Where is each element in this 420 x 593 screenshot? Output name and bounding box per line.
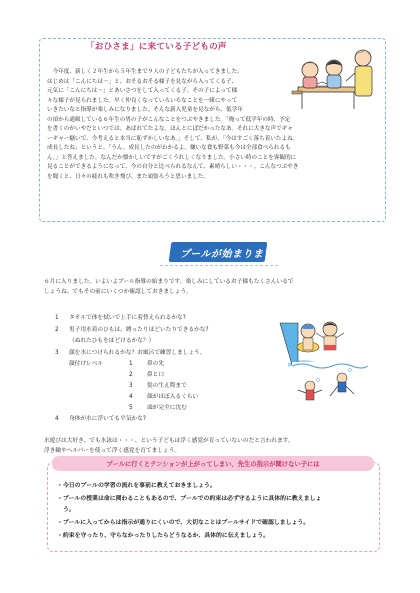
level-item: 2 鼻と口 xyxy=(129,372,165,378)
level-item: 1 鼻の先 xyxy=(129,361,165,367)
checklist-item-note: （ぬれたひもをほどけるかな？） xyxy=(69,338,155,344)
tip-item: ・プールの授業は命に関わることもあるので、プールでの約束は必ず守るように具体的に教えましょ xyxy=(57,496,322,502)
tip-item: ・約束を守ったり、守らなかったりしたらどうなるか、具体的に伝えましょう。 xyxy=(57,533,270,539)
checklist-item: 4 身体が水に浮いても平気かな? xyxy=(55,416,146,422)
pool-banner xyxy=(170,240,280,268)
tip-item: ・プールに入ってからは指示が通りにくいので、大切なことはプールサイドで確認しましょう。 xyxy=(57,520,310,526)
voices-paragraph: 今年度、新しく２年生から５年生まで９人の子どもたちが入ってきました。 はじめは「こんにちは〜」と、おそるおそる様子を見ながら入ってくる子、 元気に「こんにちは〜」とあいさつをして入ってくる子、その子によって様 々な様子が見られました。早く仲良くなっていろいろなことを一緒にやって いきたいなと指導が楽しみになりました。そんな新入児童を見ながら、低学年 の頃から通級している６年生の男の子がこんなことをつぶやきました。「俺って低学年の時、予定 を書くのがいやだといつでは、あばれてたよな。ほんとにばだかったなあ。それに大きな声でギャ ーギャー騒いで、今考えると本当に恥ずかしいなあ。」そして、私が、「今はすごく落ち着いたよね。 成長したね」というと、「うん。成長したのがわかるよ。嫌いな食も野菜も今は全部食べられるも ん。」と答えました。なんだか懐かしいですがごくうれしくなりました。小さい時のことを客観的に 見ることができるようになって、今の自分と比べられるなんて、素晴らしい・・・。こんなつぶやき を聞くと、日々の疲れも吹き飛び、また頑張ろうと思いました。 xyxy=(47,69,299,180)
tips-header: プールに行くとテンションが上がってしまい、先生の指示が聞けない子には xyxy=(52,456,374,471)
pool-intro: ６月に入りました。いよいよプール指導の始まりです。楽しみにしているお子様もたくさんいるで しょうね。でもその前にいくつか確認しておきましょう。 xyxy=(44,279,294,295)
level-item: 5 頭が完全に沈む xyxy=(129,405,187,411)
tip-item: ・今日のプールの学習の流れを事前に教えておきましょう。 xyxy=(57,483,216,489)
level-item: 3 髪の生え際まで xyxy=(129,383,187,389)
pool-banner-title: プールが始まります xyxy=(180,249,274,260)
checklist-item: 2 男子用水着のひもは、縛ったりほどいたりできるかな? xyxy=(55,327,209,333)
banner-underline xyxy=(160,265,278,266)
children-diving-illustration xyxy=(290,360,370,430)
checklist-item: 1 タオルで体を拭いで上手に着替えられるかな? xyxy=(55,315,186,321)
tip-item-continued: う。 xyxy=(63,507,75,513)
level-item: 4 顔がほぼ入るくらい xyxy=(129,394,199,400)
levels-label: 顔付けレベル xyxy=(69,361,104,367)
closing-paragraph: 水遊びは大好き、でも水泳は・・・、という子どもは浮く感覚が育っていないのだと言われます。 浮き輪やヘルパーを使って浮く感覚を育てましょう。 xyxy=(44,438,294,454)
checklist-item: 3 顔を水につけられるかな？お風呂で練習しましょう。 xyxy=(55,350,206,356)
voices-title: 「おひさま」に来ている子どもの声 xyxy=(86,42,227,52)
